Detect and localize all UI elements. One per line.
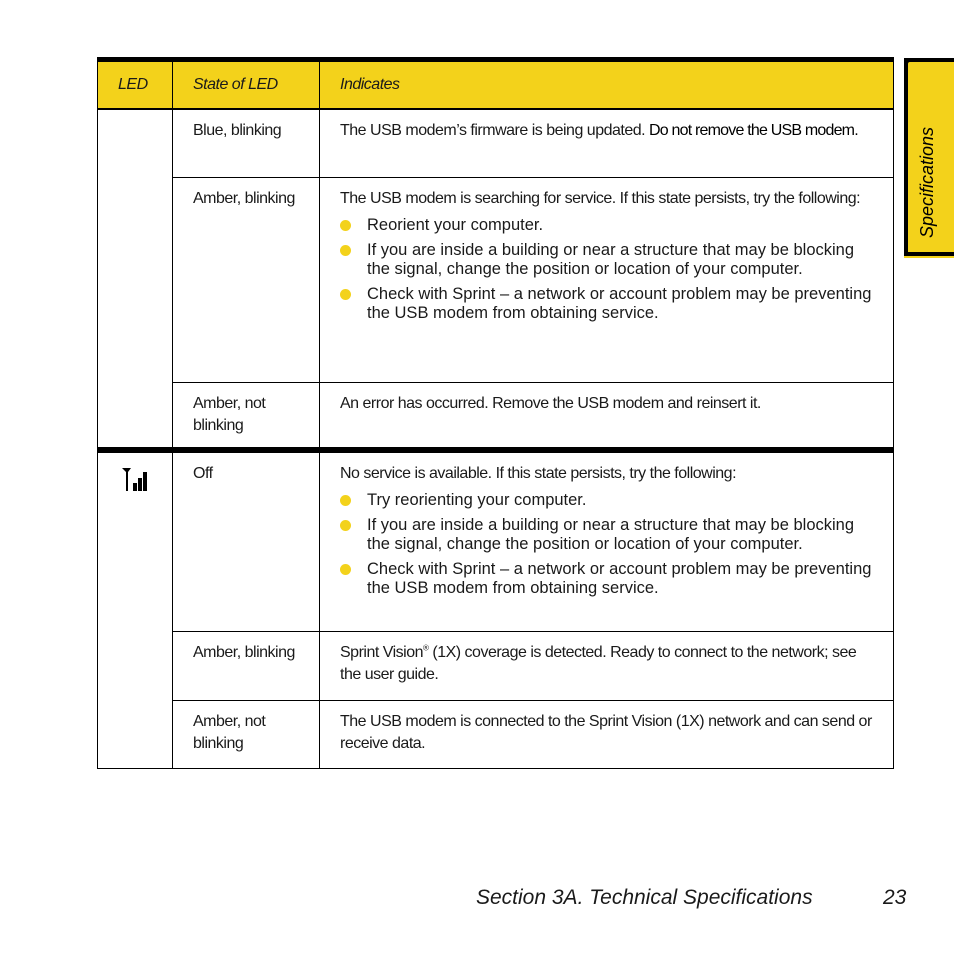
footer-page-number: 23: [883, 886, 907, 909]
state-cell: Amber, blinking: [173, 632, 320, 701]
indicates-cell: An error has occurred. Remove the USB modem and reinsert it.: [320, 382, 894, 450]
bullet-dot-icon: [340, 495, 351, 506]
section-side-tab: [904, 58, 954, 258]
registered-mark: ®: [423, 643, 429, 653]
bullet-dot-icon: [340, 289, 351, 300]
state-cell: Off: [173, 450, 320, 632]
indicates-text: The USB modem’s firmware is being updated.: [340, 122, 646, 139]
table-row: [98, 632, 894, 701]
indicates-cell: [320, 450, 894, 632]
table-row: [98, 382, 894, 450]
bullet-list: [340, 491, 877, 598]
list-item: Check with Sprint – a network or account problem may be preventing the USB modem from obtaining service.: [340, 285, 877, 323]
led-cell: [98, 450, 173, 769]
warning-text: Do not remove the USB modem.: [649, 122, 858, 139]
led-specifications-table: [97, 57, 894, 769]
list-item: Reorient your computer.: [340, 216, 877, 235]
indicates-text: The USB modem is searching for service. If this state persists, try the following:: [340, 189, 861, 207]
indicates-cell: [320, 632, 894, 701]
list-item: If you are inside a building or near a structure that may be blocking the signal, change the position or location of your computer.: [340, 516, 877, 554]
side-tab-label: Specifications: [917, 126, 937, 238]
indicates-cell: [320, 109, 894, 177]
bullet-list: [340, 216, 877, 323]
bullet-dot-icon: [340, 220, 351, 231]
indicates-cell: The USB modem is connected to the Sprint Vision (1X) network and can send or receive data.: [320, 701, 894, 769]
bullet-dot-icon: [340, 245, 351, 256]
led-cell-empty: [98, 109, 173, 450]
indicates-text: Sprint Vision: [340, 644, 424, 661]
header-led: LED: [98, 60, 173, 110]
bullet-dot-icon: [340, 520, 351, 531]
list-item: Check with Sprint – a network or account problem may be preventing the USB modem from obtaining service.: [340, 560, 877, 598]
table-row: [98, 701, 894, 769]
footer-section-title: Section 3A. Technical Specifications: [476, 886, 813, 909]
state-cell: Amber, not blinking: [173, 382, 320, 450]
table-row: [98, 450, 894, 632]
list-item: If you are inside a building or near a structure that may be blocking the signal, change the position or location of your computer.: [340, 241, 877, 279]
header-state: State of LED: [173, 60, 320, 110]
signal-strength-icon: [122, 467, 150, 493]
header-indicates: Indicates: [320, 60, 894, 110]
state-cell: Blue, blinking: [173, 109, 320, 177]
table-header-row: [98, 60, 894, 110]
bullet-dot-icon: [340, 564, 351, 575]
indicates-cell: [320, 177, 894, 382]
table-row: [98, 177, 894, 382]
indicates-text-cont: (1X) coverage is detected. Ready to connect to the network; see the user guide.: [340, 644, 857, 683]
state-cell: Amber, blinking: [173, 177, 320, 382]
state-cell: Amber, not blinking: [173, 701, 320, 769]
list-item: Try reorienting your computer.: [340, 491, 877, 510]
indicates-text: No service is available. If this state persists, try the following:: [340, 464, 737, 482]
table-row: [98, 109, 894, 177]
